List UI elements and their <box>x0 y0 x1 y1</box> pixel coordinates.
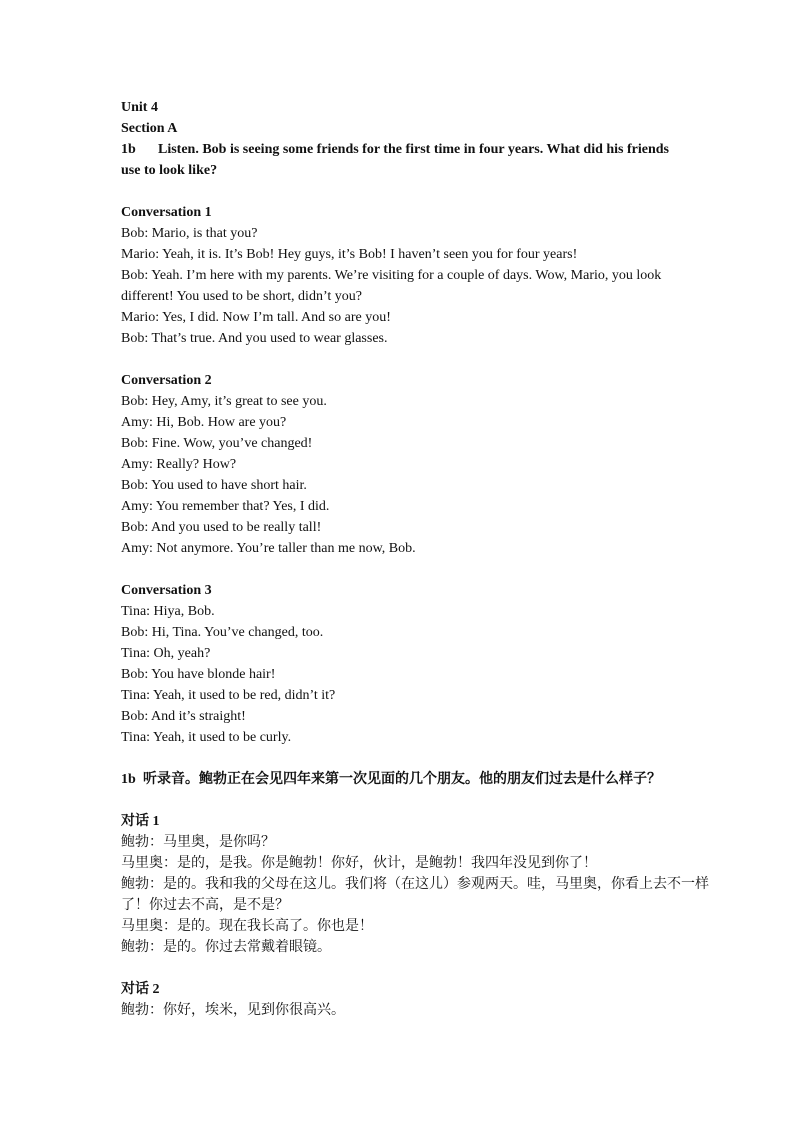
document-page <box>121 97 709 1021</box>
dialogue-line: Mario: Yes, I did. Now I’m tall. And so are you! <box>121 310 391 325</box>
conversation-zh-1 <box>121 811 709 958</box>
task-label-zh: 1b <box>121 772 136 787</box>
conversation-title: Conversation 1 <box>121 205 212 220</box>
task-text-zh: 听录音。鲍勃正在会见四年来第一次见面的几个朋友。他的朋友们过去是什么样子？ <box>143 772 661 787</box>
conversation-2 <box>121 370 691 559</box>
dialogue-line: Bob: And you used to be really tall! <box>121 520 322 535</box>
dialogue-line: Bob: And it’s straight! <box>121 709 246 724</box>
conversation-title: Conversation 2 <box>121 373 212 388</box>
dialogue-line-zh: 马里奥：是的，是我。你是鲍勃！你好，伙计，是鲍勃！我四年没见到你了！ <box>121 856 597 871</box>
dialogue-line: Tina: Oh, yeah? <box>121 646 211 661</box>
dialogue-line: Tina: Yeah, it used to be red, didn’t it? <box>121 688 336 703</box>
task-instruction <box>121 139 691 181</box>
dialogue-line-zh: 马里奥：是的。现在我长高了。你也是！ <box>121 919 373 934</box>
dialogue-line: Bob: You have blonde hair! <box>121 667 276 682</box>
dialogue-line: Bob: Mario, is that you? <box>121 226 258 241</box>
task-instruction-zh <box>121 769 691 790</box>
task-label: 1b <box>121 142 136 157</box>
conversation-3 <box>121 580 691 748</box>
dialogue-line-zh: 鲍勃：是的。你过去常戴着眼镜。 <box>121 940 331 955</box>
dialogue-line: Bob: Hi, Tina. You’ve changed, too. <box>121 625 324 640</box>
conversation-1 <box>121 202 691 349</box>
dialogue-line: Amy: Really? How? <box>121 457 237 472</box>
dialogue-line: Bob: That’s true. And you used to wear glasses. <box>121 331 388 346</box>
conversation-zh-2 <box>121 979 691 1021</box>
dialogue-line-zh: 鲍勃：你好，埃米，见到你很高兴。 <box>121 1003 345 1018</box>
dialogue-line-zh: 了！你过去不高，是不是？ <box>121 898 289 913</box>
section-heading: Section A <box>121 121 178 136</box>
spacer <box>121 349 691 370</box>
dialogue-line: Bob: Fine. Wow, you’ve changed! <box>121 436 313 451</box>
dialogue-line: Tina: Yeah, it used to be curly. <box>121 730 292 745</box>
dialogue-line-zh: 鲍勃：是的。我和我的父母在这儿。我们将（在这儿）参观两天。哇，马里奥，你看上去不一样 <box>121 877 709 892</box>
spacer <box>121 181 691 202</box>
conversation-title-zh: 对话 1 <box>121 814 160 829</box>
spacer <box>121 958 691 979</box>
task-text: Listen. Bob is seeing some friends for the first time in four years. What did his friends use to look like? <box>121 142 670 178</box>
dialogue-line: Bob: Hey, Amy, it’s great to see you. <box>121 394 327 409</box>
conversation-title: Conversation 3 <box>121 583 212 598</box>
spacer <box>121 790 691 811</box>
dialogue-line: Bob: Yeah. I’m here with my parents. We’re visiting for a couple of days. Wow, Mario, you look <box>121 268 662 283</box>
dialogue-line: Bob: You used to have short hair. <box>121 478 307 493</box>
dialogue-line: Amy: You remember that? Yes, I did. <box>121 499 330 514</box>
dialogue-line: Amy: Hi, Bob. How are you? <box>121 415 287 430</box>
spacer <box>121 748 691 769</box>
dialogue-line: Amy: Not anymore. You’re taller than me now, Bob. <box>121 541 416 556</box>
spacer <box>121 559 691 580</box>
dialogue-line: different! You used to be short, didn’t you? <box>121 289 362 304</box>
dialogue-line-zh: 鲍勃：马里奥，是你吗？ <box>121 835 275 850</box>
unit-heading: Unit 4 <box>121 100 158 115</box>
dialogue-line: Tina: Hiya, Bob. <box>121 604 215 619</box>
conversation-title-zh: 对话 2 <box>121 982 160 997</box>
dialogue-line: Mario: Yeah, it is. It’s Bob! Hey guys, it’s Bob! I haven’t seen you for four years! <box>121 247 578 262</box>
